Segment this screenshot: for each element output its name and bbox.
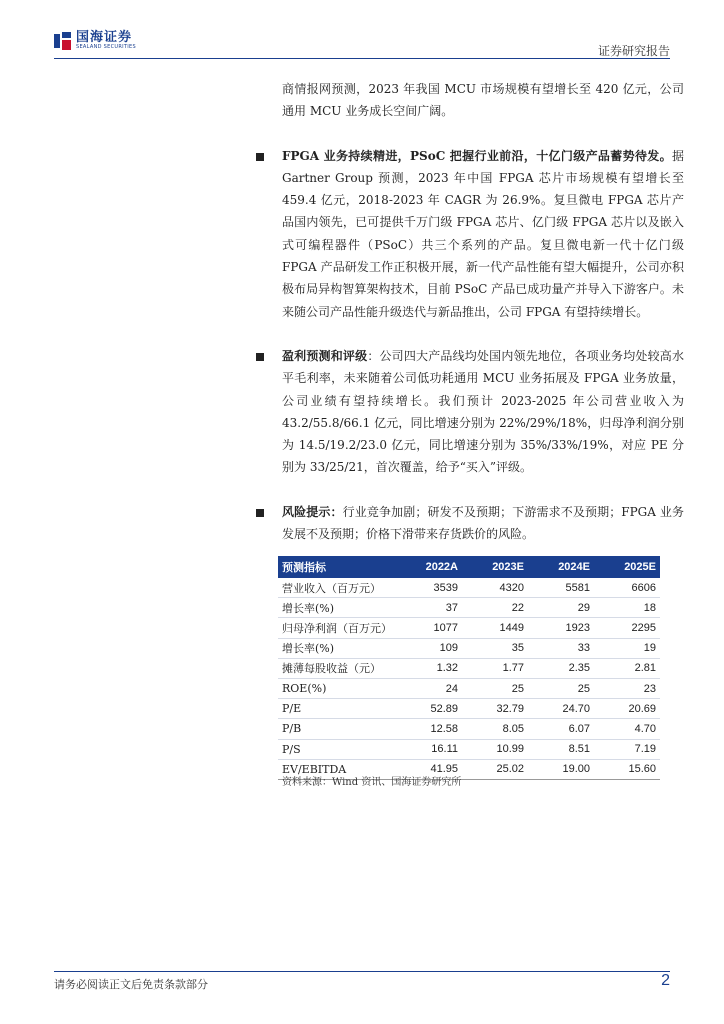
row-value: 20.69	[594, 699, 660, 719]
row-value: 25	[462, 678, 528, 698]
forecast-section	[282, 345, 684, 479]
risk-lead: 风险提示：	[282, 504, 343, 519]
row-label: P/S	[278, 739, 396, 759]
company-logo	[54, 31, 136, 50]
mcu-paragraph: 商情报网预测，2023 年我国 MCU 市场规模有望增长至 420 亿元，公司通用 MCU 业务成长空间广阔。	[282, 82, 684, 119]
table-header-cell: 2024E	[528, 556, 594, 578]
row-value: 2.81	[594, 658, 660, 678]
table-row	[278, 719, 660, 739]
row-value: 29	[528, 598, 594, 618]
row-value: 6.07	[528, 719, 594, 739]
row-value: 1.77	[462, 658, 528, 678]
row-value: 24.70	[528, 699, 594, 719]
risk-body: 行业竞争加剧；研发不及预期；下游需求不及预期；FPGA 业务发展不及预期；价格下滑带来存货跌价的风险。	[282, 504, 684, 542]
row-value: 37	[396, 598, 462, 618]
row-value: 8.51	[528, 739, 594, 759]
forecast-lead: 盈利预测和评级	[282, 348, 368, 363]
row-value: 25.02	[462, 759, 528, 779]
row-label: 摊薄每股收益（元）	[278, 658, 396, 678]
table-row	[278, 678, 660, 698]
risk-paragraph	[282, 501, 684, 546]
forecast-paragraph	[282, 345, 684, 479]
table-row	[278, 618, 660, 638]
header-divider	[54, 58, 670, 59]
row-label: P/B	[278, 719, 396, 739]
table-row	[278, 658, 660, 678]
row-value: 2.35	[528, 658, 594, 678]
table-source: 资料来源：Wind 资讯、国海证券研究所	[282, 777, 462, 788]
row-value: 4.70	[594, 719, 660, 739]
row-value: 23	[594, 678, 660, 698]
row-value: 1077	[396, 618, 462, 638]
row-value: 4320	[462, 578, 528, 598]
row-value: 3539	[396, 578, 462, 598]
forecast-table	[278, 556, 660, 780]
row-value: 24	[396, 678, 462, 698]
row-value: 15.60	[594, 759, 660, 779]
table-row	[278, 578, 660, 598]
row-value: 12.58	[396, 719, 462, 739]
page-header	[0, 0, 724, 62]
table-header-cell: 2022A	[396, 556, 462, 578]
row-label: 归母净利润（百万元）	[278, 618, 396, 638]
row-value: 1923	[528, 618, 594, 638]
table-row	[278, 638, 660, 658]
row-value: 32.79	[462, 699, 528, 719]
row-value: 22	[462, 598, 528, 618]
row-value: 2295	[594, 618, 660, 638]
row-label: ROE(%)	[278, 678, 396, 698]
footer-disclaimer: 请务必阅读正文后免责条款部分	[54, 978, 208, 991]
row-value: 1449	[462, 618, 528, 638]
row-value: 25	[528, 678, 594, 698]
forecast-body: ：公司四大产品线均处国内领先地位，各项业务均处较高水平毛利率，未来随着公司低功耗通用 MCU 业务拓展及 FPGA 业务放量，公司业绩有望持续增长。我们预计 2023-2025 年公司营业收入为 43.2/55.8/66.1 亿元，同比增速分别为 22%/29%/18%，归母净利润分别为 14.5/19.2/23.0 亿元，同比增速分别为 35%/33%/19%，对应 PE 分别为 33/25/21，首次覆盖，给予“买入”评级。	[282, 348, 684, 475]
row-value: 16.11	[396, 739, 462, 759]
footer-divider	[54, 971, 670, 972]
table-row	[278, 598, 660, 618]
row-value: 109	[396, 638, 462, 658]
row-value: 19.00	[528, 759, 594, 779]
risk-section	[282, 501, 684, 546]
table-header-cell: 2023E	[462, 556, 528, 578]
fpga-lead: FPGA 业务持续精进，PSoC 把握行业前沿，十亿门级产品蓄势待发。	[282, 148, 672, 163]
bullet-square-icon	[256, 509, 264, 517]
row-label: EV/EBITDA	[278, 759, 396, 779]
row-value: 52.89	[396, 699, 462, 719]
table-header-cell: 预测指标	[278, 556, 396, 578]
main-content	[282, 78, 684, 545]
row-value: 35	[462, 638, 528, 658]
table-header-cell: 2025E	[594, 556, 660, 578]
page-number: 2	[661, 972, 670, 989]
row-value: 5581	[528, 578, 594, 598]
bullet-square-icon	[256, 153, 264, 161]
table-header-row	[278, 556, 660, 578]
row-value: 7.19	[594, 739, 660, 759]
row-label: 增长率(%)	[278, 638, 396, 658]
row-label: P/E	[278, 699, 396, 719]
row-value: 41.95	[396, 759, 462, 779]
row-value: 33	[528, 638, 594, 658]
fpga-section	[282, 145, 684, 323]
bullet-square-icon	[256, 353, 264, 361]
logo-mark-icon	[54, 32, 72, 50]
table-row	[278, 699, 660, 719]
row-value: 8.05	[462, 719, 528, 739]
row-label: 营业收入（百万元）	[278, 578, 396, 598]
row-value: 6606	[594, 578, 660, 598]
fpga-paragraph	[282, 145, 684, 323]
logo-en-text: SEALAND SECURITIES	[76, 44, 136, 50]
row-label: 增长率(%)	[278, 598, 396, 618]
row-value: 10.99	[462, 739, 528, 759]
row-value: 19	[594, 638, 660, 658]
report-type: 证券研究报告	[597, 44, 670, 58]
table-row	[278, 739, 660, 759]
row-value: 1.32	[396, 658, 462, 678]
logo-cn-text: 国海证券	[76, 30, 133, 45]
fpga-body: 据 Gartner Group 预测，2023 年中国 FPGA 芯片市场规模有望增长至 459.4 亿元，2018-2023 年 CAGR 为 26.9%。复旦微电 FPGA 芯片产品国内领先，已可提供千万门级 FPGA 芯片、亿门级 FPGA 芯片以及嵌入式可编程器件（PSoC）共三个系列的产品。复旦微电新一代十亿门级 FPGA 产品研发工作正积极开展，新一代产品性能有望大幅提升，公司亦积极布局异构智算架构技术，目前 PSoC 产品已成功量产并导入下游客户。未来随公司产品性能升级迭代与新品推出，公司 FPGA 有望持续增长。	[282, 148, 684, 319]
row-value: 18	[594, 598, 660, 618]
table-body	[278, 578, 660, 779]
